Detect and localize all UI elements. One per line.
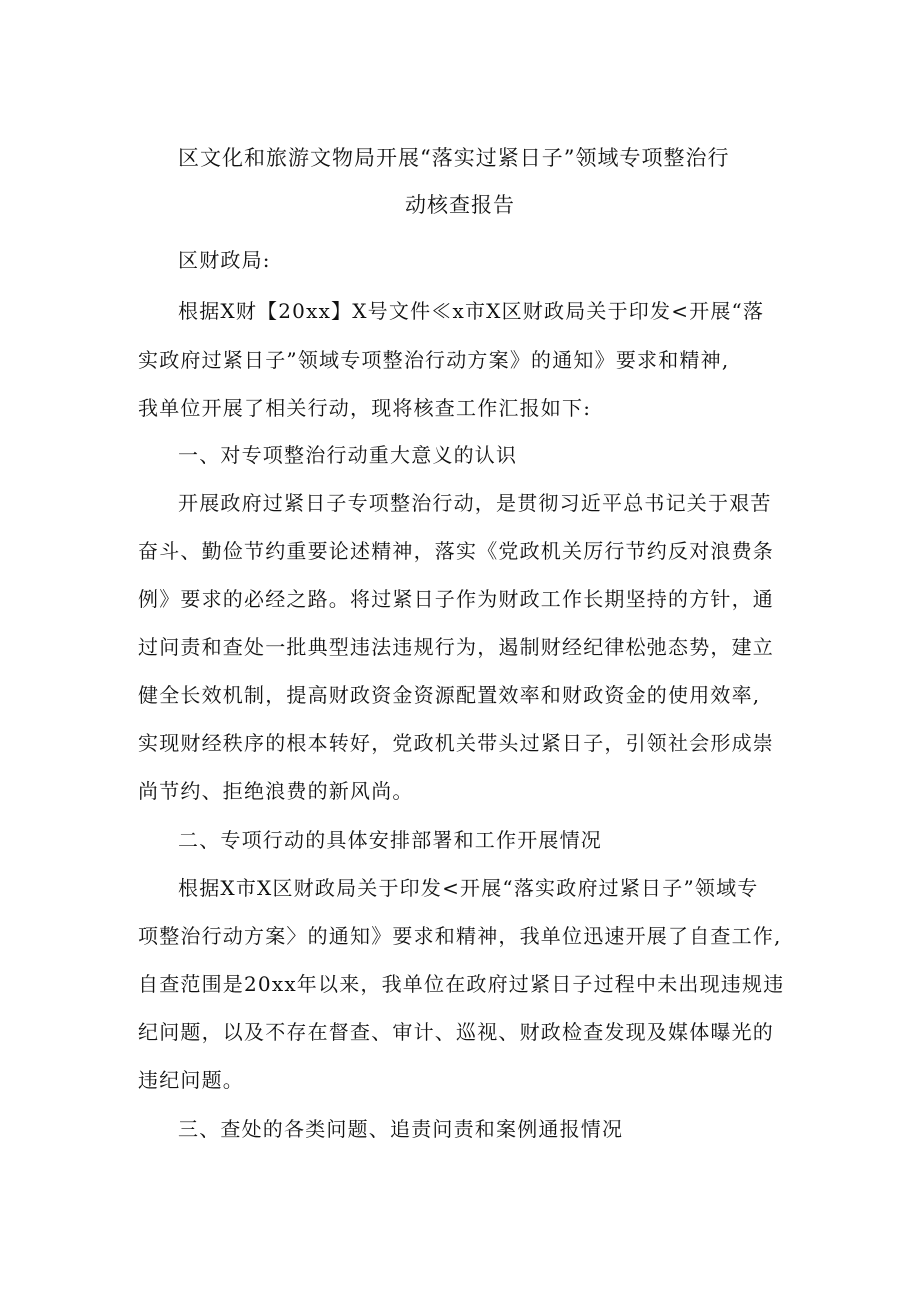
intro-line: 我单位开展了相关行动，现将核查工作汇报如下:: [138, 396, 592, 420]
section-2-line: 项整治行动方案〉的通知》要求和精神，我单位迅速开展了自查工作,: [138, 924, 782, 948]
section-1-line: 例》要求的必经之路。将过紧日子作为财政工作长期坚持的方针，通: [138, 587, 774, 611]
section-1-line: 健全长效机制，提高财政资金资源配置效率和财政资金的使用效率,: [138, 683, 761, 707]
section-heading-3: 三、查处的各类问题、追责问责和案例通报情况: [178, 1117, 624, 1141]
section-2-line: 纪问题，以及不存在督查、审计、巡视、财政检查发现及媒体曝光的: [138, 1020, 774, 1044]
section-heading-1: 一、对专项整治行动重大意义的认识: [178, 443, 518, 467]
section-1-line: 过问责和查处一批典型违法违规行为，遏制财经纪律松弛态势，建立: [138, 635, 774, 659]
document-title-line-1: 区文化和旅游文物局开展“落实过紧日子”领域专项整治行: [178, 146, 730, 170]
section-1-line: 奋斗、勤俭节约重要论述精神，落实《党政机关厉行节约反对浪费条: [138, 539, 774, 563]
section-1-line: 开展政府过紧日子专项整治行动，是贯彻习近平总书记关于艰苦: [178, 491, 772, 515]
intro-line: 根据X财【20xx】X号文件≪x市X区财政局关于印发<开展“落: [178, 299, 765, 323]
section-2-line: 违纪问题。: [138, 1068, 244, 1092]
section-1-line: 实现财经秩序的根本转好，党政机关带头过紧日子，引领社会形成崇: [138, 731, 774, 755]
section-2-line: 根据X市X区财政局关于印发<开展“落实政府过紧日子”领域专: [178, 876, 759, 900]
salutation: 区财政局:: [178, 248, 271, 272]
document-title-line-2: 动核查报告: [405, 193, 515, 217]
section-2-line: 自查范围是20xx年以来，我单位在政府过紧日子过程中未出现违规违: [138, 972, 785, 996]
intro-line: 实政府过紧日子”领域专项整治行动方案》的通知》要求和精神,: [138, 348, 730, 372]
section-heading-2: 二、专项行动的具体安排部署和工作开展情况: [178, 828, 602, 852]
section-1-line: 尚节约、拒绝浪费的新风尚。: [138, 779, 414, 803]
